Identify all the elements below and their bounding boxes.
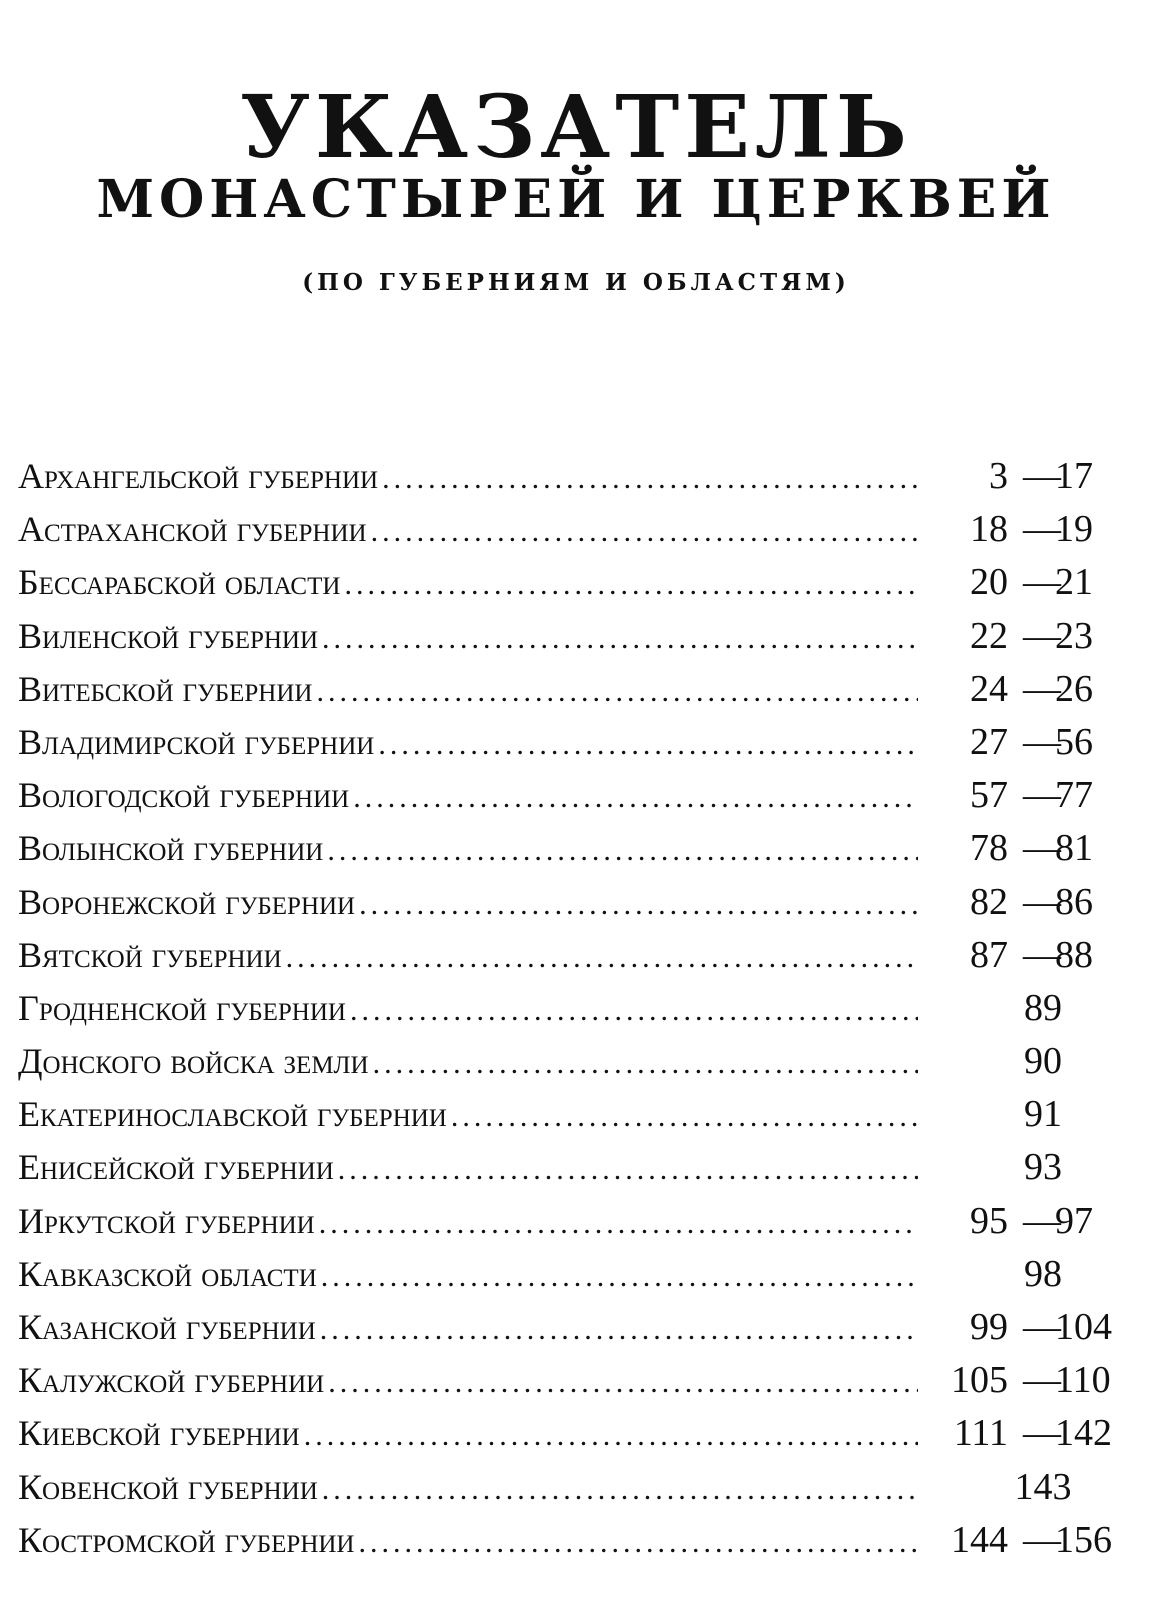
toc-entry-label-line	[18, 720, 918, 767]
dot-leader	[322, 617, 918, 661]
dot-leader	[359, 1521, 919, 1565]
toc-entry-label-line	[18, 507, 918, 554]
toc-entry-label: Виленской губернии	[18, 615, 319, 656]
toc-entry-label-line	[18, 933, 918, 980]
dot-leader	[382, 457, 918, 501]
page-number: 143	[1014, 1465, 1072, 1508]
dot-leader	[320, 1308, 918, 1352]
dot-leader	[353, 776, 918, 820]
toc-entry-label-line	[18, 1465, 918, 1512]
toc-entry-label: Астраханской губернии	[18, 509, 367, 550]
dot-leader	[338, 1148, 918, 1192]
page-number: 98	[1024, 1252, 1062, 1295]
page-to: 56	[1055, 720, 1093, 763]
page-range-dash: —	[1023, 614, 1061, 657]
page-range-dash: —	[1023, 720, 1061, 763]
toc-entry	[18, 927, 1138, 980]
toc-entry-label: Гродненской губернии	[18, 987, 346, 1028]
toc-entry-label-line	[18, 1092, 918, 1139]
toc-entry-label: Бессарабской области	[18, 562, 341, 603]
page-range-dash: —	[1023, 933, 1061, 976]
toc-entry-label-line	[18, 826, 918, 873]
page-from: 87	[970, 933, 1008, 976]
page-to: 17	[1055, 455, 1093, 497]
toc-entry-label-line	[18, 1199, 918, 1246]
toc-entry-label-line	[18, 1358, 918, 1405]
toc-entry-label-line	[18, 614, 918, 661]
dot-leader	[373, 1042, 918, 1086]
page-to: 77	[1055, 774, 1093, 817]
dot-leader	[322, 1468, 918, 1512]
toc-entry-label: Кавказской области	[18, 1253, 317, 1294]
toc-entry-label-line	[18, 1145, 918, 1192]
page-to: 21	[1055, 561, 1093, 604]
dot-leader	[321, 1255, 918, 1299]
toc-entry-label-line	[18, 1305, 918, 1352]
toc-entry-label: Костромской губернии	[18, 1519, 355, 1560]
toc-entry	[18, 1352, 1138, 1405]
toc-entry-label-line	[18, 560, 918, 607]
dot-leader	[286, 936, 918, 980]
toc-entry-label: Витебской губернии	[18, 668, 313, 709]
page-to: 110	[1055, 1359, 1111, 1402]
toc-entry	[18, 714, 1138, 767]
toc-entry-label: Вологодской губернии	[18, 775, 350, 816]
toc-entry	[18, 608, 1138, 661]
page-range-dash: —	[1023, 1199, 1061, 1242]
page-from: 57	[970, 774, 1008, 817]
toc-entry	[18, 1405, 1138, 1458]
dot-leader	[327, 829, 918, 873]
page-number: 89	[1024, 986, 1062, 1029]
toc-entry	[18, 1193, 1138, 1246]
page-from: 82	[970, 880, 1008, 923]
toc-entry-label: Казанской губернии	[18, 1307, 316, 1347]
toc-entry-label: Киевской губернии	[18, 1413, 300, 1454]
toc-entry	[18, 448, 1138, 501]
toc-entry	[18, 501, 1138, 554]
dot-leader	[304, 1414, 918, 1458]
page-range-dash: —	[1023, 880, 1061, 923]
page-from: 78	[970, 827, 1008, 870]
toc-entry-label: Донского войска земли	[18, 1041, 369, 1082]
toc-entry	[18, 1299, 1138, 1352]
page-to: 81	[1055, 827, 1093, 870]
page-to: 156	[1055, 1518, 1112, 1561]
page-to: 97	[1055, 1199, 1093, 1242]
page-range-dash: —	[1023, 561, 1061, 604]
toc-entry-label-line	[18, 1518, 918, 1565]
toc-entry-label: Архангельской губернии	[18, 456, 379, 496]
toc-entry	[18, 1086, 1138, 1139]
toc-entry-label: Калужской губернии	[18, 1360, 325, 1401]
toc-entry	[18, 1512, 1138, 1565]
page-range-dash: —	[1023, 774, 1061, 817]
dot-leader	[371, 510, 918, 554]
toc-entry-label-line	[18, 1252, 918, 1299]
page-number: 91	[1024, 1093, 1062, 1136]
toc-entry-label: Екатеринославской губернии	[18, 1094, 447, 1135]
page-from: 105	[951, 1359, 1008, 1402]
page-from: 18	[970, 508, 1008, 551]
page-range-dash: —	[1023, 1359, 1061, 1402]
dot-leader	[451, 1095, 918, 1139]
index-title: УКАЗАТЕЛЬ	[240, 77, 912, 178]
page-range-dash: —	[1023, 827, 1061, 870]
page-to: 88	[1055, 933, 1093, 976]
toc-entry-label-line	[18, 986, 918, 1033]
page-from: 27	[970, 720, 1008, 763]
toc-entry-label: Енисейской губернии	[18, 1147, 334, 1188]
toc-entry	[18, 767, 1138, 820]
toc-entry	[18, 1246, 1138, 1299]
toc-entry	[18, 874, 1138, 927]
page-from: 3	[989, 455, 1008, 497]
toc-entry-label: Ковенской губернии	[18, 1466, 318, 1507]
page-number: 93	[1024, 1146, 1062, 1189]
toc-entry	[18, 980, 1138, 1033]
toc-entry	[18, 661, 1138, 714]
page-to: 23	[1055, 614, 1093, 657]
toc-entry-label-line	[18, 1039, 918, 1086]
toc-entry	[18, 1139, 1138, 1192]
page-from: 22	[970, 614, 1008, 657]
page-range-dash: —	[1023, 1306, 1061, 1348]
toc-entry-label-line	[18, 667, 918, 714]
page-from: 144	[951, 1518, 1008, 1561]
dot-leader	[319, 1202, 918, 1246]
toc-entry	[18, 1033, 1138, 1086]
table-of-contents	[18, 448, 1138, 1565]
page-to: 26	[1055, 667, 1093, 710]
toc-entry-label: Владимирской губернии	[18, 721, 375, 762]
page-range-dash: —	[1023, 667, 1061, 710]
page-number: 90	[1024, 1040, 1062, 1083]
page-from: 111	[953, 1412, 1008, 1455]
dot-leader	[378, 723, 918, 767]
index-note: (ПО ГУБЕРНИЯМ И ОБЛАСТЯМ)	[302, 269, 850, 296]
dot-leader	[359, 883, 918, 927]
page-from: 95	[970, 1199, 1008, 1242]
page-from: 99	[970, 1306, 1008, 1348]
page-range-dash: —	[1023, 455, 1061, 497]
page-from: 20	[970, 561, 1008, 604]
toc-entry-label: Воронежской губернии	[18, 881, 356, 922]
page-range-dash: —	[1023, 508, 1061, 551]
page-to: 19	[1055, 508, 1093, 551]
toc-entry-label-line	[18, 454, 918, 501]
page-range-dash: —	[1023, 1518, 1061, 1561]
page-to: 104	[1055, 1306, 1112, 1348]
toc-entry-label-line	[18, 773, 918, 820]
page-from: 24	[970, 667, 1008, 710]
dot-leader	[316, 670, 918, 714]
dot-leader	[344, 563, 918, 607]
page-range-dash: —	[1023, 1412, 1061, 1455]
toc-entry-label-line	[18, 880, 918, 927]
dot-leader	[328, 1361, 918, 1405]
toc-entry-label: Иркутской губернии	[18, 1200, 315, 1241]
index-subtitle: МОНАСТЫРЕЙ И ЦЕРКВЕЙ	[96, 169, 1056, 230]
toc-entry	[18, 1459, 1138, 1512]
toc-entry-label: Волынской губернии	[18, 828, 324, 869]
page-to: 142	[1055, 1412, 1112, 1455]
toc-entry-label-line	[18, 1411, 918, 1458]
page-to: 86	[1055, 880, 1093, 923]
toc-entry	[18, 554, 1138, 607]
toc-entry-label: Вятской губернии	[18, 934, 282, 975]
toc-entry	[18, 820, 1138, 873]
dot-leader	[350, 989, 918, 1033]
